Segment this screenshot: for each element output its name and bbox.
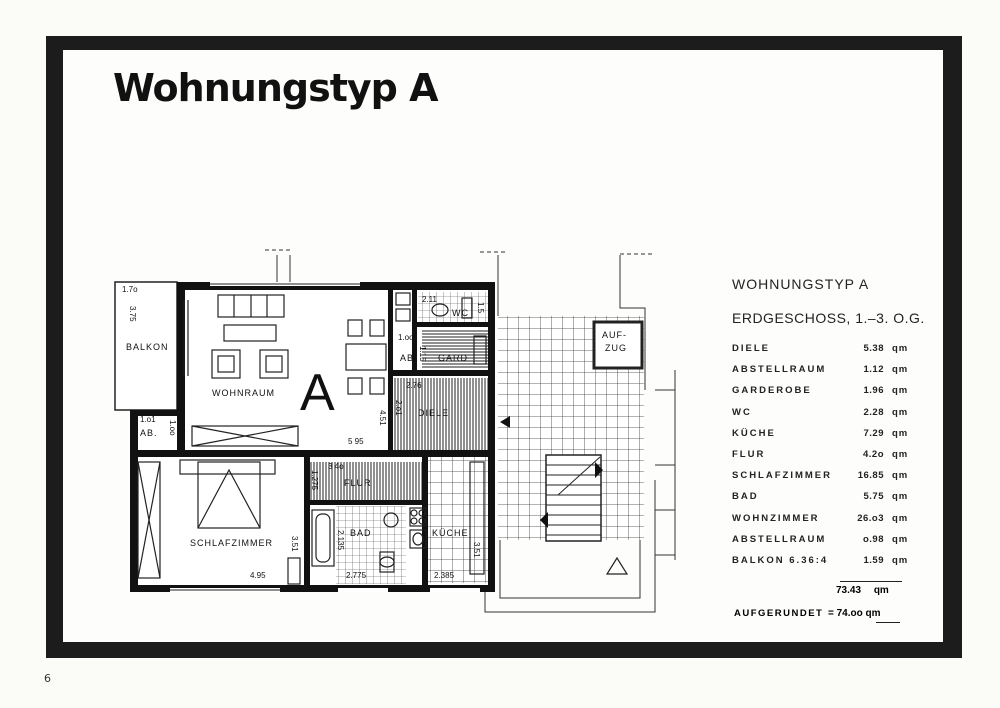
table-subtitle: ERDGESCHOSS, 1.–3. O.G.	[732, 310, 925, 326]
page-title: Wohnungstyp A	[113, 66, 438, 110]
room-wc: WC	[452, 308, 469, 318]
area-row	[732, 402, 932, 423]
dim-1-00-a: 1.oo	[168, 420, 177, 436]
sum-line	[840, 581, 902, 582]
area-room-name: ABSTELLRAUM	[732, 364, 827, 376]
dim-2-775: 2.775	[346, 571, 367, 580]
sum-value: 73.43	[836, 585, 862, 596]
area-row	[732, 508, 932, 529]
area-row	[732, 486, 932, 507]
area-room-value: 1.59	[863, 554, 884, 566]
dim-1-70: 1.7o	[122, 285, 138, 294]
dim-2-76: 2.76	[406, 381, 422, 390]
room-aufzug-2: ZUG	[605, 343, 627, 353]
dim-1-01: 1.o1	[140, 415, 156, 424]
area-unit: qm	[892, 427, 909, 439]
dim-2-01: 2.o1	[394, 400, 403, 416]
kitchen-floor	[428, 457, 490, 583]
area-row	[732, 423, 932, 444]
area-room-name: WOHNZIMMER	[732, 512, 820, 524]
sum-row	[836, 585, 889, 596]
dim-1-5: 1.5	[476, 302, 485, 314]
table-title: WOHNUNGSTYP A	[732, 276, 870, 292]
area-unit: qm	[892, 470, 909, 482]
area-unit: qm	[892, 343, 909, 355]
room-kueche: KÜCHE	[432, 528, 469, 538]
dim-1-275: 1.275	[310, 470, 319, 491]
dim-2-135: 2.135	[336, 530, 345, 551]
area-room-value: 2.28	[863, 406, 884, 418]
room-flur: FLUR	[344, 478, 372, 488]
dim-1-00-b: 1.oo	[398, 333, 414, 342]
area-unit: qm	[892, 554, 909, 566]
dim-4-95: 4.95	[250, 571, 266, 580]
apartment-letter: A	[300, 364, 335, 422]
area-room-value: o.98	[862, 533, 884, 545]
floor-plan	[100, 240, 690, 620]
area-room-name: ABSTELLRAUM	[732, 533, 827, 545]
area-room-value: 16.85	[857, 470, 884, 482]
area-room-name: BALKON 6.36:4	[732, 554, 829, 566]
dim-3-40: 3 4o	[328, 462, 344, 471]
area-row	[732, 550, 932, 571]
area-room-value: 26.o3	[857, 512, 884, 524]
dim-3-75: 3.75	[128, 306, 137, 322]
area-room-value: 4.2o	[862, 449, 884, 461]
area-unit: qm	[892, 533, 909, 545]
page-number: 6	[44, 672, 51, 685]
rounded-value: = 74.oo qm	[828, 608, 881, 619]
area-room-name: BAD	[732, 491, 759, 503]
area-row	[732, 529, 932, 550]
room-ab-2: AB	[400, 353, 415, 363]
dim-4-51: 4.51	[378, 410, 387, 426]
area-room-value: 7.29	[863, 427, 884, 439]
area-unit: qm	[892, 385, 909, 397]
room-bad: BAD	[350, 528, 372, 538]
rounded-label: AUFGERUNDET	[734, 608, 824, 619]
area-row	[732, 465, 932, 486]
area-room-value: 1.12	[863, 364, 884, 376]
room-ab-1: AB.	[140, 428, 158, 438]
area-room-name: SCHLAFZIMMER	[732, 470, 832, 482]
area-room-value: 1.96	[863, 385, 884, 397]
room-area-list	[732, 338, 932, 571]
dim-2-11: 2.11	[422, 295, 437, 304]
area-room-name: DIELE	[732, 343, 770, 355]
dim-3-51-b: 3.51	[472, 542, 481, 558]
rounded-underline	[876, 622, 900, 623]
area-room-value: 5.38	[863, 343, 884, 355]
room-balkon: BALKON	[126, 342, 169, 352]
area-row	[732, 359, 932, 380]
area-unit: qm	[892, 491, 909, 503]
area-room-name: FLUR	[732, 449, 766, 461]
room-gard: GARD	[438, 353, 469, 363]
area-unit: qm	[892, 406, 909, 418]
area-unit: qm	[892, 512, 909, 524]
room-diele: DIELE	[418, 408, 450, 418]
stair-flight	[546, 455, 601, 541]
room-wohnraum: WOHNRAUM	[212, 388, 275, 398]
dim-3-51-a: 3.51	[290, 536, 299, 552]
room-schlafzimmer: SCHLAFZIMMER	[190, 538, 274, 548]
dim-1-15: 1.15	[418, 346, 427, 362]
area-unit: qm	[892, 364, 909, 376]
area-row	[732, 444, 932, 465]
room-aufzug-1: AUF-	[602, 330, 627, 340]
dim-2-385: 2.385	[434, 571, 455, 580]
area-row	[732, 338, 932, 359]
area-room-value: 5.75	[863, 491, 884, 503]
area-room-name: GARDEROBE	[732, 385, 812, 397]
dim-5-95: 5 95	[348, 437, 364, 446]
area-room-name: WC	[732, 406, 752, 418]
area-room-name: KÜCHE	[732, 427, 776, 439]
area-row	[732, 380, 932, 401]
area-table	[732, 276, 932, 571]
area-unit: qm	[892, 449, 909, 461]
sum-unit: qm	[873, 585, 889, 596]
